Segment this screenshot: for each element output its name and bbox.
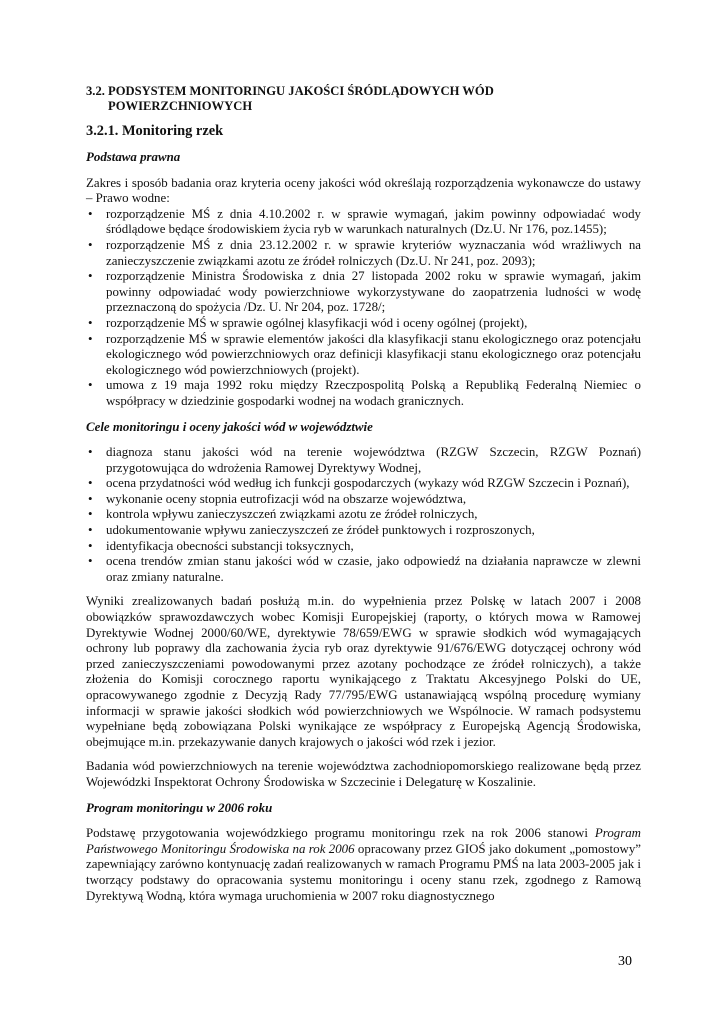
section-number: 3.2. [86, 84, 105, 98]
page-number: 30 [618, 954, 632, 969]
legal-basis-list [86, 207, 641, 410]
bullet-icon: • [88, 269, 93, 284]
goals-heading: Cele monitoringu i oceny jakości wód w województwie [86, 419, 373, 434]
list-item: • rozporządzenie MŚ z dnia 4.10.2002 r. w sprawie wymagań, jakim powinny odpowiadać wody śródlądowe będące środowiskiem życia ryb w warunkach naturalnych (Dz.U. Nr 176, poz.1455); [88, 206, 641, 237]
legal-basis-heading: Podstawa prawna [86, 150, 181, 164]
section-heading [86, 84, 641, 114]
program-heading: Program monitoringu w 2006 roku [86, 800, 273, 815]
bullet-icon: • [88, 554, 93, 569]
bullet-icon: • [88, 538, 93, 553]
bullet-icon: • [88, 237, 93, 252]
section-title-line2: POWIERZCHNIOWYCH [108, 99, 253, 113]
list-item: • rozporządzenie MŚ z dnia 23.12.2002 r. w sprawie kryteriów wyznaczania wód wrażliwych na zanieczyszczenie związkami azotu ze źródeł rolniczych (Dz.U. Nr 241, poz. 2093); [88, 237, 641, 268]
bullet-icon: • [88, 315, 93, 330]
list-item: • kontrola wpływu zanieczyszczeń związkami azotu ze źródeł rolniczych, [88, 507, 478, 522]
bullet-icon: • [88, 476, 93, 491]
research-paragraph: Badania wód powierzchniowych na terenie województwa zachodniopomorskiego realizowane będą przez Wojewódzki Inspektorat Ochrony Środowiska w Szczecinie i Delegaturę w Koszalinie. [86, 759, 641, 789]
list-item: • identyfikacja obecności substancji toksycznych, [88, 538, 354, 553]
list-item: • wykonanie oceny stopnia eutrofizacji wód na obszarze województwa, [88, 491, 467, 506]
list-item: • ocena przydatności wód według ich funkcji gospodarczych (wykazy wód RZGW Szczecin i Poznań), [88, 476, 630, 491]
list-item: • rozporządzenie Ministra Środowiska z dnia 27 listopada 2002 roku w sprawie wymagań, jakim powinny odpowiadać wody powierzchniowe wykorzystywane do zaopatrzenia ludności w wodę przeznaczoną do spożycia /Dz. U. Nr 204, poz. 1728/; [88, 269, 641, 315]
list-item: • ocena trendów zmian stanu jakości wód w czasie, jako odpowiedź na działania naprawcze w zlewni oraz zmiany naturalne. [88, 554, 641, 584]
goals-list [86, 445, 641, 585]
list-item: • diagnoza stanu jakości wód na terenie województwa (RZGW Szczecin, RZGW Poznań) przygotowująca do wdrożenia Ramowej Dyrektywy Wodnej, [88, 445, 641, 475]
list-item: • rozporządzenie MŚ w sprawie elementów jakości dla klasyfikacji stanu ekologicznego oraz potencjału ekologicznego wód powierzchniowych oraz definicji klasyfikacji stanu ekologicznego oraz potencjału ekologicznego wód powierzchniowych (projekt). [88, 331, 641, 377]
results-paragraph: Wyniki zrealizowanych badań posłużą m.in. do wypełnienia przez Polskę w latach 2007 i 2008 obowiązków sprawozdawczych wobec Komisji Europejskiej (raporty, o których mowa w Ramowej Dyrektywie Wodnej 2000/60/WE, dyrektywie 78/659/EWG w sprawie słodkich wód wymagających ochrony lub poprawy dla zachowania życia ryb oraz dyrektywie 91/676/EWG dotyczącej ochrony wód przed zanieczyszczeniami powodowanymi przez azotany pochodzące ze źródeł rolniczych), a także złożenia do Komisji corocznego raportu wynikającego z Traktatu Akcesyjnego Polski do UE, opracowywanego zgodnie z Decyzją Rady 77/795/EWG ustanawiającą wspólną procedurę wymiany informacji w sprawie jakości słodkich wód powierzchniowych we Wspólnocie. W ramach podsystemu wypełniane będą zobowiązana Polski wynikające ze współpracy z Europejską Agencją Środowiska, obejmujące m.in. przekazywanie danych krajowych o jakości wód rzek i jezior. [86, 594, 641, 749]
bullet-icon: • [88, 206, 93, 221]
section-title-line1: PODSYSTEM MONITORINGU JAKOŚCI ŚRÓDLĄDOWYCH WÓD [108, 84, 494, 98]
list-item: • umowa z 19 maja 1992 roku między Rzeczpospolitą Polską a Republiką Federalną Niemiec o współpracy w dziedzinie gospodarki wodnej na wodach granicznych. [88, 378, 641, 408]
subsection-heading: 3.2.1. Monitoring rzek [86, 123, 224, 139]
legal-basis-intro: Zakres i sposób badania oraz kryteria oceny jakości wód określają rozporządzenia wykonawcze do ustawy – Prawo wodne: [86, 175, 641, 206]
bullet-icon: • [88, 491, 93, 506]
bullet-icon: • [88, 523, 93, 538]
bullet-icon: • [88, 445, 93, 460]
bullet-icon: • [88, 331, 93, 346]
list-item: • udokumentowanie wpływu zanieczyszczeń ze źródeł punktowych i rozproszonych, [88, 523, 535, 538]
program-document-title: Program Państwowego Monitoringu Środowiska na rok 2006 [86, 826, 641, 856]
bullet-icon: • [88, 378, 93, 393]
list-item: • rozporządzenie MŚ w sprawie ogólnej klasyfikacji wód i oceny ogólnej (projekt), [88, 315, 528, 330]
document-page [86, 84, 641, 913]
program-paragraph: Podstawę przygotowania wojewódzkiego programu monitoringu rzek na rok 2006 stanowi Program Państwowego Monitoringu Środowiska na rok 2006 opracowany przez GIOŚ jako dokument „pomostowy” zapewniający zarówno kontynuację zadań realizowanych w ramach Programu PMŚ na lata 2003-2005 jak i tworzący podstawy do opracowania systemu monitoringu i oceny stanu rzek, zgodnego z Ramową Dyrektywą Wodną, która wymaga uruchomienia w 2007 roku diagnostycznego [86, 826, 641, 903]
bullet-icon: • [88, 507, 93, 522]
